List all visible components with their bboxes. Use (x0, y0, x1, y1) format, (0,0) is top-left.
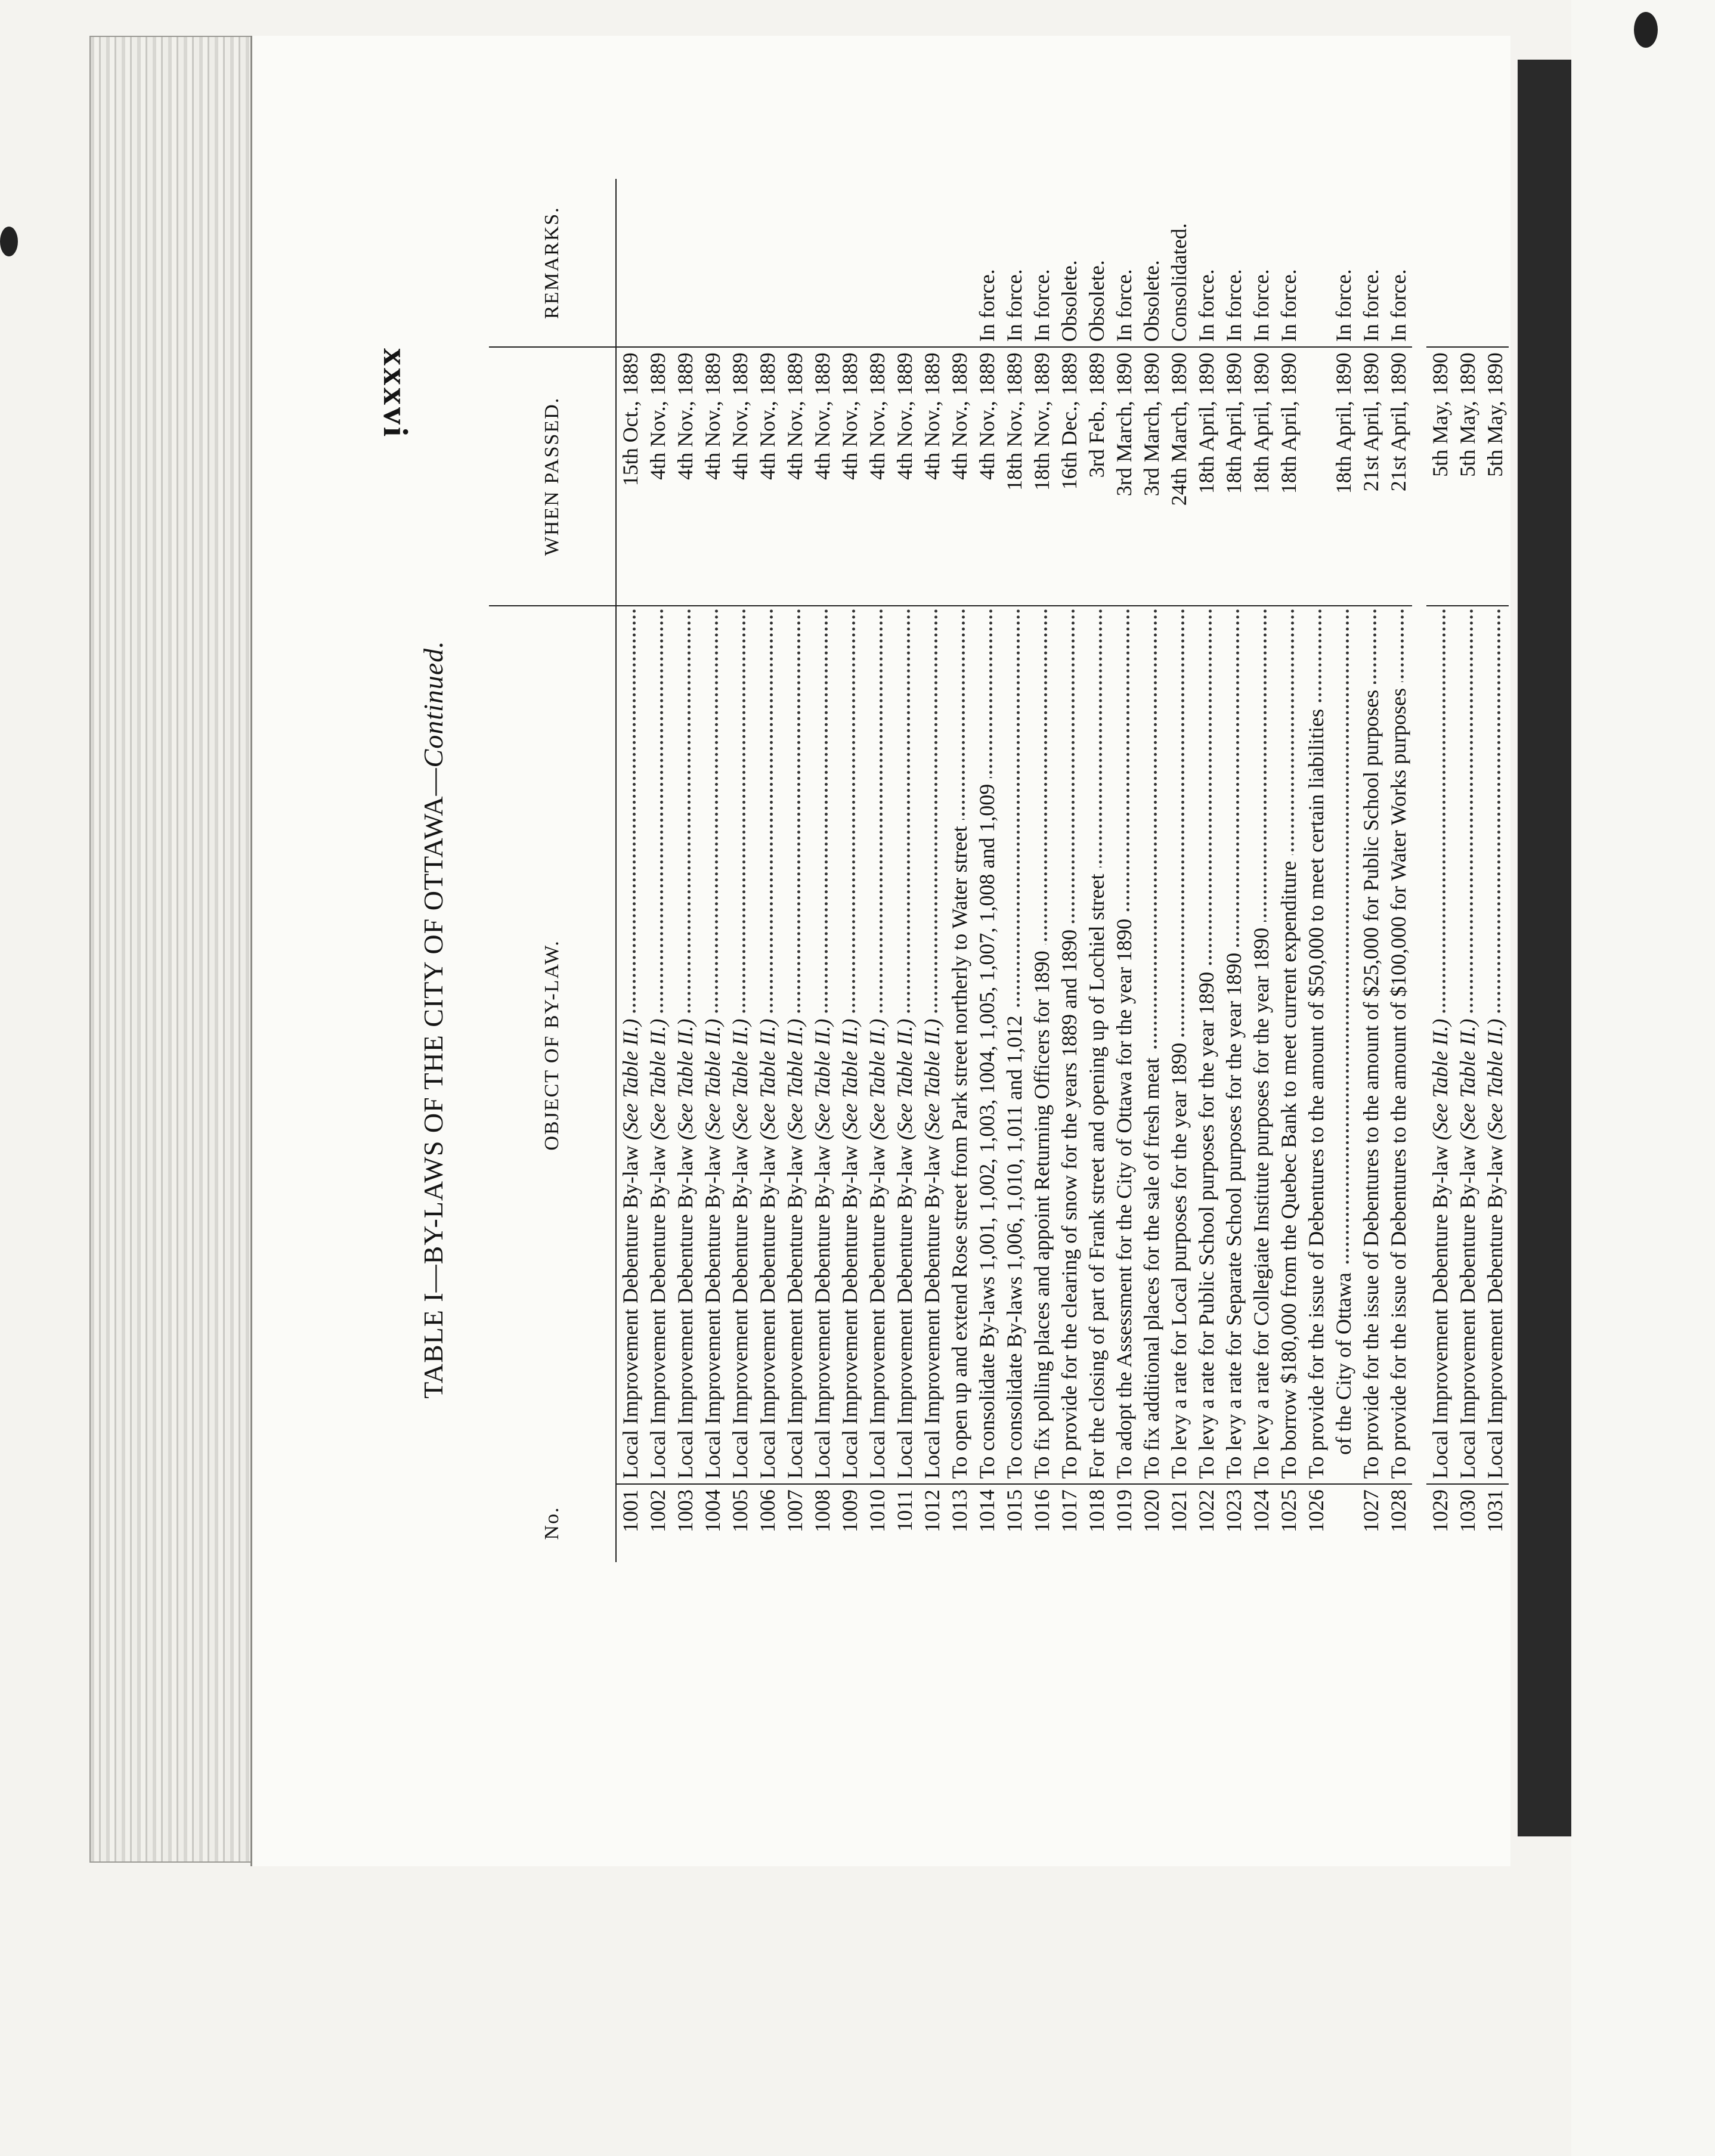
remarks (946, 179, 973, 347)
bylaws-table (489, 179, 1509, 1562)
remarks (671, 179, 699, 347)
table-reference: (See Table II.) (810, 1018, 834, 1141)
table-reference: (See Table II.) (838, 1018, 862, 1141)
bylaw-number: 1002 (644, 1484, 671, 1562)
remarks (836, 179, 863, 347)
table-row (1165, 179, 1193, 1562)
table-row (946, 179, 973, 1562)
bylaw-number: 1023 (1220, 1484, 1247, 1562)
bylaw-number: 1006 (754, 1484, 781, 1562)
remarks (1302, 179, 1330, 347)
date-passed: 15th Oct., 1889 (616, 347, 644, 606)
bylaw-object (781, 606, 809, 1484)
date-passed: 18th Nov., 1889 (1028, 347, 1055, 606)
bylaw-object-label: Local Improvement Debenture By-law (701, 1145, 725, 1479)
remarks: In force. (1001, 179, 1028, 347)
table-row (1028, 179, 1055, 1562)
table-row (616, 179, 644, 1562)
bylaw-object (726, 606, 754, 1484)
bylaw-object-text (1277, 855, 1301, 1479)
table-row (1426, 179, 1454, 1562)
bylaw-object (699, 606, 726, 1484)
remarks: Obsolete. (1055, 179, 1083, 347)
date-passed: 4th Nov., 1889 (836, 347, 863, 606)
bylaw-object (1028, 606, 1055, 1484)
bylaw-object (809, 606, 836, 1484)
remarks: In force. (1247, 179, 1275, 347)
bylaw-object (1193, 606, 1220, 1484)
bylaw-object (1454, 606, 1481, 1484)
bylaw-object (1481, 606, 1509, 1484)
table-title (417, 513, 449, 1526)
bylaw-object (836, 606, 863, 1484)
table-row (863, 179, 891, 1562)
table-row (671, 179, 699, 1562)
bylaw-object-label: of the City of Ottawa (1332, 1272, 1355, 1455)
bylaw-object-label: For the closing of part of Frank street and opening up of Lochiel street (1085, 873, 1109, 1479)
bylaw-object-label: To provide for the clearing of snow for the years 1889 and 1890 (1057, 929, 1081, 1479)
bylaw-object-text (1140, 1052, 1163, 1479)
bylaw-object (1426, 606, 1454, 1484)
table-row (781, 179, 809, 1562)
date-passed: 4th Nov., 1889 (973, 347, 1001, 606)
bylaw-object (1083, 606, 1110, 1484)
bylaw-object-text (646, 1013, 670, 1479)
table-row (1138, 179, 1165, 1562)
bylaw-number: 1028 (1385, 1484, 1412, 1562)
date-passed: 3rd Feb., 1889 (1083, 347, 1110, 606)
bylaw-number: 1021 (1165, 1484, 1193, 1562)
date-passed: 5th May, 1890 (1426, 347, 1454, 606)
date-passed: 18th April, 1890 (1220, 347, 1247, 606)
bylaw-object-label: To provide for the issue of Debentures to the amount of $100,000 for Water Works purposes (1386, 688, 1410, 1479)
date-passed (1302, 347, 1330, 606)
bylaw-object-label: Local Improvement Debenture By-law (1428, 1145, 1452, 1479)
table-row (1110, 179, 1138, 1562)
table-reference: (See Table II.) (893, 1018, 917, 1141)
remarks (699, 179, 726, 347)
bylaw-object (973, 606, 1001, 1484)
bylaw-object-label: To fix polling places and appoint Returning Officers for 1890 (1030, 950, 1054, 1479)
bylaw-object (754, 606, 781, 1484)
remarks: In force. (1110, 179, 1138, 347)
bylaw-object-label: Local Improvement Debenture By-law (1483, 1145, 1507, 1479)
table-row (1302, 179, 1330, 1562)
bylaw-object-text (728, 1013, 752, 1479)
table-row (1055, 179, 1083, 1562)
remarks: Obsolete. (1138, 179, 1165, 347)
bylaw-object-text (1332, 1266, 1355, 1479)
bylaw-number: 1027 (1357, 1484, 1385, 1562)
spacer-cell (1412, 179, 1426, 1562)
table-reference: (See Table II.) (865, 1018, 889, 1141)
remarks: Obsolete. (1083, 179, 1110, 347)
remarks (863, 179, 891, 347)
bylaw-object-text (1359, 684, 1383, 1479)
bylaw-number (1330, 1484, 1357, 1562)
bylaw-object-text (1456, 1013, 1479, 1479)
bylaw-object-text (893, 1013, 917, 1479)
table-header-row (489, 179, 616, 1562)
bylaw-number: 1010 (863, 1484, 891, 1562)
bylaw-number: 1015 (1001, 1484, 1028, 1562)
bylaw-object-text (1057, 924, 1081, 1479)
remarks (1454, 179, 1481, 347)
remarks (809, 179, 836, 347)
table-reference: (See Table II.) (756, 1018, 779, 1141)
bylaw-object-label: Local Improvement Debenture By-law (1456, 1145, 1479, 1479)
bylaw-object-label: To borrow $180,000 from the Quebec Bank to meet current expenditure (1277, 860, 1301, 1479)
bylaw-number: 1026 (1302, 1484, 1330, 1562)
table-row (1330, 179, 1357, 1562)
bylaw-object-text (1112, 913, 1136, 1479)
table-title-main: TABLE I—BY-LAWS OF THE CITY OF OTTAWA— (418, 767, 448, 1399)
bylaw-object (918, 606, 946, 1484)
bylaw-object (1138, 606, 1165, 1484)
remarks (781, 179, 809, 347)
bylaw-object-text (865, 1013, 889, 1479)
bylaw-object-label: To provide for the issue of Debentures to the amount of $50,000 to meet certain liabilities (1304, 708, 1328, 1479)
bylaw-object-label: Local Improvement Debenture By-law (646, 1145, 670, 1479)
bylaw-object-label: Local Improvement Debenture By-law (728, 1145, 752, 1479)
bylaw-object-text (1167, 1037, 1191, 1479)
bylaw-object-text (783, 1013, 807, 1479)
table-reference: (See Table II.) (618, 1018, 642, 1141)
bylaw-number: 1024 (1247, 1484, 1275, 1562)
remarks (1426, 179, 1454, 347)
bylaw-object-text (1249, 922, 1273, 1479)
table-row (891, 179, 918, 1562)
bylaw-object-text (1194, 966, 1218, 1479)
remarks (918, 179, 946, 347)
remarks (726, 179, 754, 347)
date-passed: 4th Nov., 1889 (918, 347, 946, 606)
page-number: xxxvi (376, 348, 415, 439)
column-header-object: OBJECT OF BY-LAW. (489, 606, 616, 1484)
remarks: In force. (1330, 179, 1357, 347)
bylaw-object-text (1030, 944, 1054, 1479)
date-passed: 4th Nov., 1889 (699, 347, 726, 606)
bylaw-object (1302, 606, 1330, 1484)
date-passed: 18th April, 1890 (1247, 347, 1275, 606)
bylaw-object-text (948, 820, 971, 1479)
bylaw-object (1385, 606, 1412, 1484)
bylaw-number: 1004 (699, 1484, 726, 1562)
table-row (699, 179, 726, 1562)
bylaw-object (1275, 606, 1302, 1484)
table-row (918, 179, 946, 1562)
bylaw-number: 1020 (1138, 1484, 1165, 1562)
remarks (1481, 179, 1509, 347)
bylaw-number: 1029 (1426, 1484, 1454, 1562)
bylaw-object-text (1483, 1013, 1507, 1479)
bylaw-object (1001, 606, 1028, 1484)
bylaw-object-label: To fix additional places for the sale of fresh meat (1140, 1057, 1163, 1479)
date-passed: 5th May, 1890 (1454, 347, 1481, 606)
remarks: In force. (1193, 179, 1220, 347)
bylaw-object-label: Local Improvement Debenture By-law (810, 1145, 834, 1479)
column-header-when: WHEN PASSED. (489, 347, 616, 606)
bylaw-object-label: Local Improvement Debenture By-law (838, 1145, 862, 1479)
table-row (754, 179, 781, 1562)
bylaw-number: 1011 (891, 1484, 918, 1562)
bylaw-object-label: To consolidate By-laws 1,006, 1,010, 1,011 and 1,012 (1002, 1015, 1026, 1479)
bylaw-object-text (920, 1013, 944, 1479)
bylaw-object-label: To levy a rate for Public School purposes for the year 1890 (1194, 971, 1218, 1479)
bylaw-number: 1013 (946, 1484, 973, 1562)
bylaw-object-label: To adopt the Assessment for the City of Ottawa for the year 1890 (1112, 918, 1136, 1479)
table-row (644, 179, 671, 1562)
date-passed: 5th May, 1890 (1481, 347, 1509, 606)
table-reference: (See Table II.) (701, 1018, 725, 1141)
bylaw-number: 1014 (973, 1484, 1001, 1562)
table-reference: (See Table II.) (673, 1018, 697, 1141)
table-row (836, 179, 863, 1562)
bylaw-object-text (1304, 703, 1328, 1479)
date-passed: 4th Nov., 1889 (726, 347, 754, 606)
bylaw-object-label: To open up and extend Rose street from Park street northerly to Water street (948, 826, 971, 1479)
table-row (1454, 179, 1481, 1562)
remarks (616, 179, 644, 347)
scan-speck (0, 227, 18, 256)
remarks: Consolidated. (1165, 179, 1193, 347)
remarks: In force. (1028, 179, 1055, 347)
bylaw-object-label: To provide for the issue of Debentures to the amount of $25,000 for Public School purposes (1359, 689, 1383, 1479)
table-reference: (See Table II.) (1483, 1018, 1507, 1141)
bylaw-number: 1005 (726, 1484, 754, 1562)
bylaw-number: 1007 (781, 1484, 809, 1562)
bylaw-object-text (1085, 868, 1109, 1479)
date-passed: 4th Nov., 1889 (754, 347, 781, 606)
table-row (1083, 179, 1110, 1562)
bylaw-number: 1031 (1481, 1484, 1509, 1562)
remarks: In force. (1220, 179, 1247, 347)
date-passed: 18th April, 1890 (1193, 347, 1220, 606)
bylaw-object-text (810, 1013, 834, 1479)
bylaw-number: 1017 (1055, 1484, 1083, 1562)
date-passed: 18th April, 1890 (1275, 347, 1302, 606)
table-spacer (1412, 179, 1426, 1562)
table-reference: (See Table II.) (728, 1018, 752, 1141)
date-passed: 4th Nov., 1889 (809, 347, 836, 606)
bylaw-number: 1012 (918, 1484, 946, 1562)
table-reference: (See Table II.) (920, 1018, 944, 1141)
bylaws-table-body (616, 179, 1509, 1562)
bylaw-object (946, 606, 973, 1484)
table-title-continued: Continued. (418, 640, 448, 768)
remarks: In force. (1385, 179, 1412, 347)
bylaw-object (891, 606, 918, 1484)
table-row (973, 179, 1001, 1562)
table-reference: (See Table II.) (783, 1018, 807, 1141)
remarks (891, 179, 918, 347)
table-row (1220, 179, 1247, 1562)
bylaw-number: 1016 (1028, 1484, 1055, 1562)
table-row (726, 179, 754, 1562)
bylaw-object (1165, 606, 1193, 1484)
scan-speck (1634, 12, 1658, 48)
bylaw-number: 1022 (1193, 1484, 1220, 1562)
date-passed: 4th Nov., 1889 (946, 347, 973, 606)
table-row (1247, 179, 1275, 1562)
date-passed: 21st April, 1890 (1385, 347, 1412, 606)
bylaw-object-label: Local Improvement Debenture By-law (893, 1145, 917, 1479)
date-passed: 18th Nov., 1889 (1001, 347, 1028, 606)
bylaw-object (863, 606, 891, 1484)
date-passed: 18th April, 1890 (1330, 347, 1357, 606)
bylaw-number: 1003 (671, 1484, 699, 1562)
table-reference: (See Table II.) (1456, 1018, 1479, 1141)
table-row (809, 179, 836, 1562)
table-row (1481, 179, 1509, 1562)
bylaw-number: 1001 (616, 1484, 644, 1562)
bylaw-object-text (1002, 1009, 1026, 1479)
bylaw-number: 1019 (1110, 1484, 1138, 1562)
date-passed: 16th Dec., 1889 (1055, 347, 1083, 606)
date-passed: 24th March, 1890 (1165, 347, 1193, 606)
date-passed: 3rd March, 1890 (1110, 347, 1138, 606)
bylaw-object-text (975, 778, 999, 1479)
table-row (1001, 179, 1028, 1562)
date-passed: 21st April, 1890 (1357, 347, 1385, 606)
table-row (1357, 179, 1385, 1562)
table-row (1385, 179, 1412, 1562)
bylaw-number: 1018 (1083, 1484, 1110, 1562)
remarks: In force. (1275, 179, 1302, 347)
bylaw-object-text (701, 1013, 725, 1479)
date-passed: 4th Nov., 1889 (644, 347, 671, 606)
bylaw-object-text (1428, 1013, 1452, 1479)
bylaw-object-text (1222, 947, 1246, 1479)
bylaw-object-text (673, 1013, 697, 1479)
bylaw-number: 1008 (809, 1484, 836, 1562)
rotated-table-block (376, 179, 1507, 1562)
column-header-remarks: REMARKS. (489, 179, 616, 347)
remarks: In force. (973, 179, 1001, 347)
bylaw-object (616, 606, 644, 1484)
date-passed: 4th Nov., 1889 (891, 347, 918, 606)
table-row (1275, 179, 1302, 1562)
bylaw-number: 1025 (1275, 1484, 1302, 1562)
bylaw-object-text (838, 1013, 862, 1479)
bylaw-object-text (756, 1013, 779, 1479)
bylaw-object (644, 606, 671, 1484)
bylaw-object-text (1386, 682, 1410, 1479)
bylaw-number: 1009 (836, 1484, 863, 1562)
bylaw-object (1357, 606, 1385, 1484)
bylaw-object-label: Local Improvement Debenture By-law (756, 1145, 779, 1479)
table-row (1193, 179, 1220, 1562)
bylaw-object-label: Local Improvement Debenture By-law (618, 1145, 642, 1479)
bylaw-object (1220, 606, 1247, 1484)
bylaw-object-label: To levy a rate for Collegiate Institute purposes for the year 1890 (1249, 927, 1273, 1479)
bylaw-object-label: Local Improvement Debenture By-law (673, 1145, 697, 1479)
bylaw-object-label: Local Improvement Debenture By-law (920, 1145, 944, 1479)
remarks: In force. (1357, 179, 1385, 347)
bylaw-object (671, 606, 699, 1484)
bylaw-object-label: To levy a rate for Local purposes for the year 1890 (1167, 1042, 1191, 1479)
bylaw-object-label: Local Improvement Debenture By-law (865, 1145, 889, 1479)
remarks (644, 179, 671, 347)
date-passed: 3rd March, 1890 (1138, 347, 1165, 606)
bylaw-object (1110, 606, 1138, 1484)
date-passed: 4th Nov., 1889 (863, 347, 891, 606)
bylaw-object-label: To levy a rate for Separate School purposes for the year 1890 (1222, 952, 1246, 1479)
gutter-band (1518, 60, 1571, 1836)
date-passed: 4th Nov., 1889 (671, 347, 699, 606)
table-reference: (See Table II.) (646, 1018, 670, 1141)
bylaw-object-label: Local Improvement Debenture By-law (783, 1145, 807, 1479)
column-header-no: No. (489, 1484, 616, 1562)
facing-page (1571, 0, 1715, 2156)
bylaw-object-text (618, 1013, 642, 1479)
bylaw-object (1330, 606, 1357, 1484)
date-passed: 4th Nov., 1889 (781, 347, 809, 606)
bylaw-object-label: To consolidate By-laws 1,001, 1,002, 1,003, 1004, 1,005, 1,007, 1,008 and 1,009 (975, 783, 999, 1479)
remarks (754, 179, 781, 347)
bylaw-object (1055, 606, 1083, 1484)
table-reference: (See Table II.) (1428, 1018, 1452, 1141)
bylaw-object (1247, 606, 1275, 1484)
bylaw-number: 1030 (1454, 1484, 1481, 1562)
